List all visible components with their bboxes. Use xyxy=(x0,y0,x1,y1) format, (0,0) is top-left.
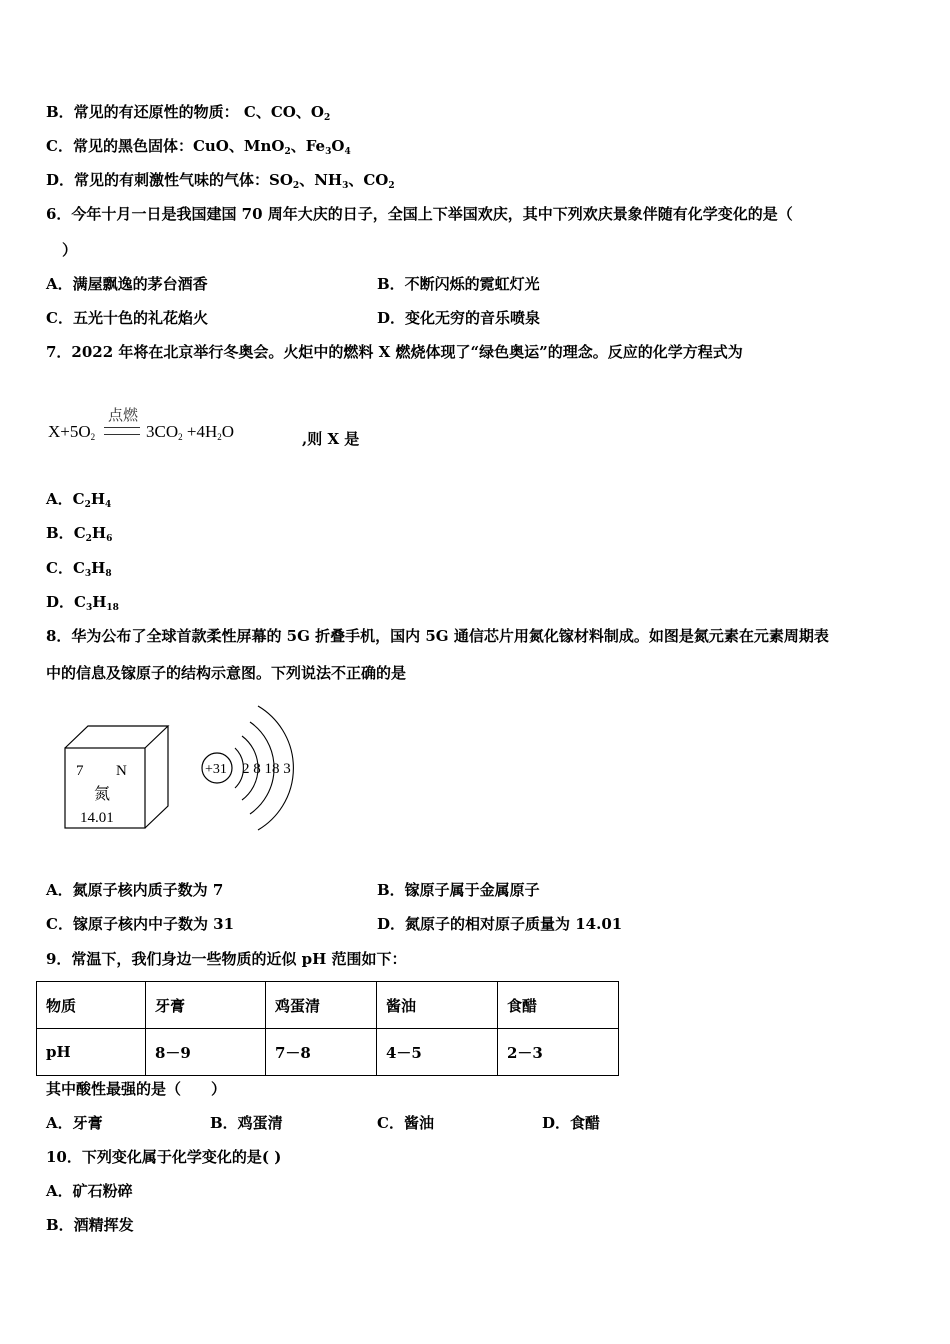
table-header-row xyxy=(37,982,619,1029)
equation-reactants: $X+5O_2$ xyxy=(48,422,96,442)
table-cell: 7－8 xyxy=(266,1029,377,1076)
q9-stem: 9．常温下，我们身边一些物质的近似 pH 范围如下： xyxy=(46,950,407,968)
table-row xyxy=(37,1029,619,1076)
q9-option-a: A．牙膏 xyxy=(46,1114,103,1132)
q7-stem: 7．2022 年将在北京举行冬奥会。火炬中的燃料 X 燃烧体现了“绿色奥运”的理念。反应的化学方程式为 xyxy=(46,343,743,361)
table-header-cell: 食醋 xyxy=(498,982,619,1029)
q5-option-b: B．常见的有还原性的物质： C、CO、$O_2$ xyxy=(46,103,331,123)
q8-option-a: A．氮原子核内质子数为 7 xyxy=(46,881,224,899)
equation-equals-sign xyxy=(104,427,140,435)
q9-option-b: B．鸡蛋清 xyxy=(210,1114,283,1132)
table-cell: pH xyxy=(37,1029,146,1076)
q8-stem-line2: 中的信息及镓原子的结构示意图。下列说法不正确的是 xyxy=(46,664,407,682)
q10-option-a: A．矿石粉碎 xyxy=(46,1182,133,1200)
q9-option-d: D．食醋 xyxy=(542,1114,601,1132)
element-symbol: N xyxy=(116,763,127,779)
q7-option-b: B．$C_2H_6$ xyxy=(46,524,113,544)
q9-option-c: C．酱油 xyxy=(377,1114,434,1132)
q7-option-a: A．$C_2H_4$ xyxy=(46,490,112,510)
q10-stem: 10．下列变化属于化学变化的是( ) xyxy=(46,1148,282,1166)
table-header-cell: 牙膏 xyxy=(146,982,266,1029)
q10-option-b: B．酒精挥发 xyxy=(46,1216,134,1234)
equation-products: $3CO_2 +4H_2O$ xyxy=(146,422,235,442)
element-number: 7 xyxy=(76,763,84,779)
q8-stem-line1: 8．华为公布了全球首款柔性屏幕的 5G 折叠手机，国内 5G 通信芯片用氮化镓材料制成。如图是氮元素在元素周期表 xyxy=(46,627,829,645)
q6-stem: 6．今年十月一日是我国建国 70 周年大庆的日子，全国上下举国欢庆，其中下列欢庆景象伴随有化学变化的是（ xyxy=(46,205,793,223)
table-cell: 8－9 xyxy=(146,1029,266,1076)
element-mass: 14.01 xyxy=(80,810,114,826)
q5-option-d: D．常见的有刺激性气味的气体：$SO_2$、$NH_3$、$CO_2$ xyxy=(46,171,395,191)
ph-table xyxy=(36,981,619,1076)
q5-option-c: C．常见的黑色固体：CuO、MnO$_2$、$Fe_3O_4$ xyxy=(46,137,351,157)
q8-option-b: B．镓原子属于金属原子 xyxy=(377,881,540,899)
table-cell: 2－3 xyxy=(498,1029,619,1076)
q9-question: 其中酸性最强的是（ ） xyxy=(46,1080,227,1098)
table-header-cell: 鸡蛋清 xyxy=(266,982,377,1029)
atomic-structure xyxy=(202,706,293,830)
electron-shells: 2 8 18 3 xyxy=(242,761,291,777)
table-header-cell: 酱油 xyxy=(377,982,498,1029)
chemical-equation xyxy=(48,404,360,454)
q6-option-d: D．变化无穷的音乐喷泉 xyxy=(377,309,541,327)
q8-option-c: C．镓原子核内中子数为 31 xyxy=(46,915,235,933)
equation-question: ,则 X 是 xyxy=(302,430,360,448)
q7-option-c: C．$C_3H_8$ xyxy=(46,559,112,579)
q6-option-a: A．满屋飘逸的茅台酒香 xyxy=(46,275,208,293)
nucleus-charge: +31 xyxy=(205,762,227,777)
q6-stem-end: ） xyxy=(62,241,78,259)
q6-option-b: B．不断闪烁的霓虹灯光 xyxy=(377,275,540,293)
q7-option-d: D．$C_3H_{18}$ xyxy=(46,593,119,613)
atom-figure xyxy=(60,696,310,836)
table-header-cell: 物质 xyxy=(37,982,146,1029)
reaction-condition: 点燃 xyxy=(108,406,139,424)
q8-option-d: D．氮原子的相对原子质量为 14.01 xyxy=(377,915,623,933)
element-name: 氮 xyxy=(94,784,111,803)
q6-option-c: C．五光十色的礼花焰火 xyxy=(46,309,208,327)
table-cell: 4－5 xyxy=(377,1029,498,1076)
